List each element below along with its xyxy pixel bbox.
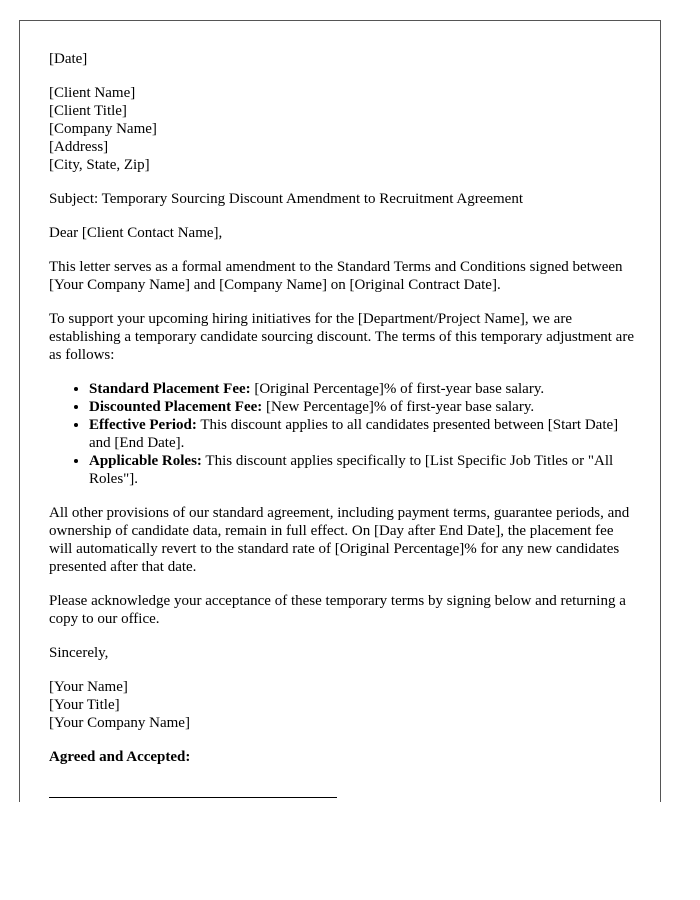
term-label: Standard Placement Fee: (89, 381, 251, 397)
agreed-accepted-heading: Agreed and Accepted: (49, 749, 191, 765)
recipient-address (49, 84, 639, 174)
term-label: Effective Period: (89, 417, 197, 433)
paragraph-acknowledge: Please acknowledge your acceptance of these temporary terms by signing below and returning a copy to our office. (49, 593, 626, 627)
sender-name: [Your Name] (49, 679, 128, 695)
term-label: Applicable Roles: (89, 453, 202, 469)
sender-signature-block (49, 678, 639, 732)
letter-subject: Subject: Temporary Sourcing Discount Amendment to Recruitment Agreement (49, 191, 523, 207)
signature-line (49, 797, 337, 798)
letter-body (49, 50, 639, 766)
recipient-address-line: [Address] (49, 139, 109, 155)
sender-company: [Your Company Name] (49, 715, 190, 731)
term-text: This discount applies to all candidates presented between [Start Date] and [End Date]. (89, 417, 619, 451)
letter-salutation: Dear [Client Contact Name], (49, 225, 223, 241)
term-standard-fee (89, 380, 639, 398)
term-effective-period (89, 416, 639, 452)
term-text: [New Percentage]% of first-year base salary. (262, 399, 535, 415)
recipient-title: [Client Title] (49, 103, 127, 119)
recipient-name: [Client Name] (49, 85, 136, 101)
term-applicable-roles (89, 452, 639, 488)
letter-date: [Date] (49, 51, 88, 67)
letter-page (19, 20, 661, 802)
term-text: This discount applies specifically to [List Specific Job Titles or "All Roles"]. (89, 453, 614, 487)
recipient-company: [Company Name] (49, 121, 157, 137)
paragraph-amendment: This letter serves as a formal amendment to the Standard Terms and Conditions signed between [Your Company Name] and [Company Name] on [Original Contract Date]. (49, 259, 623, 293)
term-label: Discounted Placement Fee: (89, 399, 263, 415)
sender-title: [Your Title] (49, 697, 120, 713)
paragraph-initiatives: To support your upcoming hiring initiatives for the [Department/Project Name], we are establishing a temporary candidate sourcing discount. The terms of this temporary adjustment are as follows: (49, 311, 634, 363)
recipient-city-state-zip: [City, State, Zip] (49, 157, 150, 173)
paragraph-other-provisions: All other provisions of our standard agreement, including payment terms, guarantee periods, and ownership of candidate data, remain in full effect. On [Day after End Date], the placement fee will automatically revert to the standard rate of [Original Percentage]% for any new candidates presented after that date. (49, 505, 630, 575)
term-text: [Original Percentage]% of first-year base salary. (250, 381, 545, 397)
terms-list (49, 380, 639, 488)
letter-closing: Sincerely, (49, 645, 109, 661)
term-discounted-fee (89, 398, 639, 416)
